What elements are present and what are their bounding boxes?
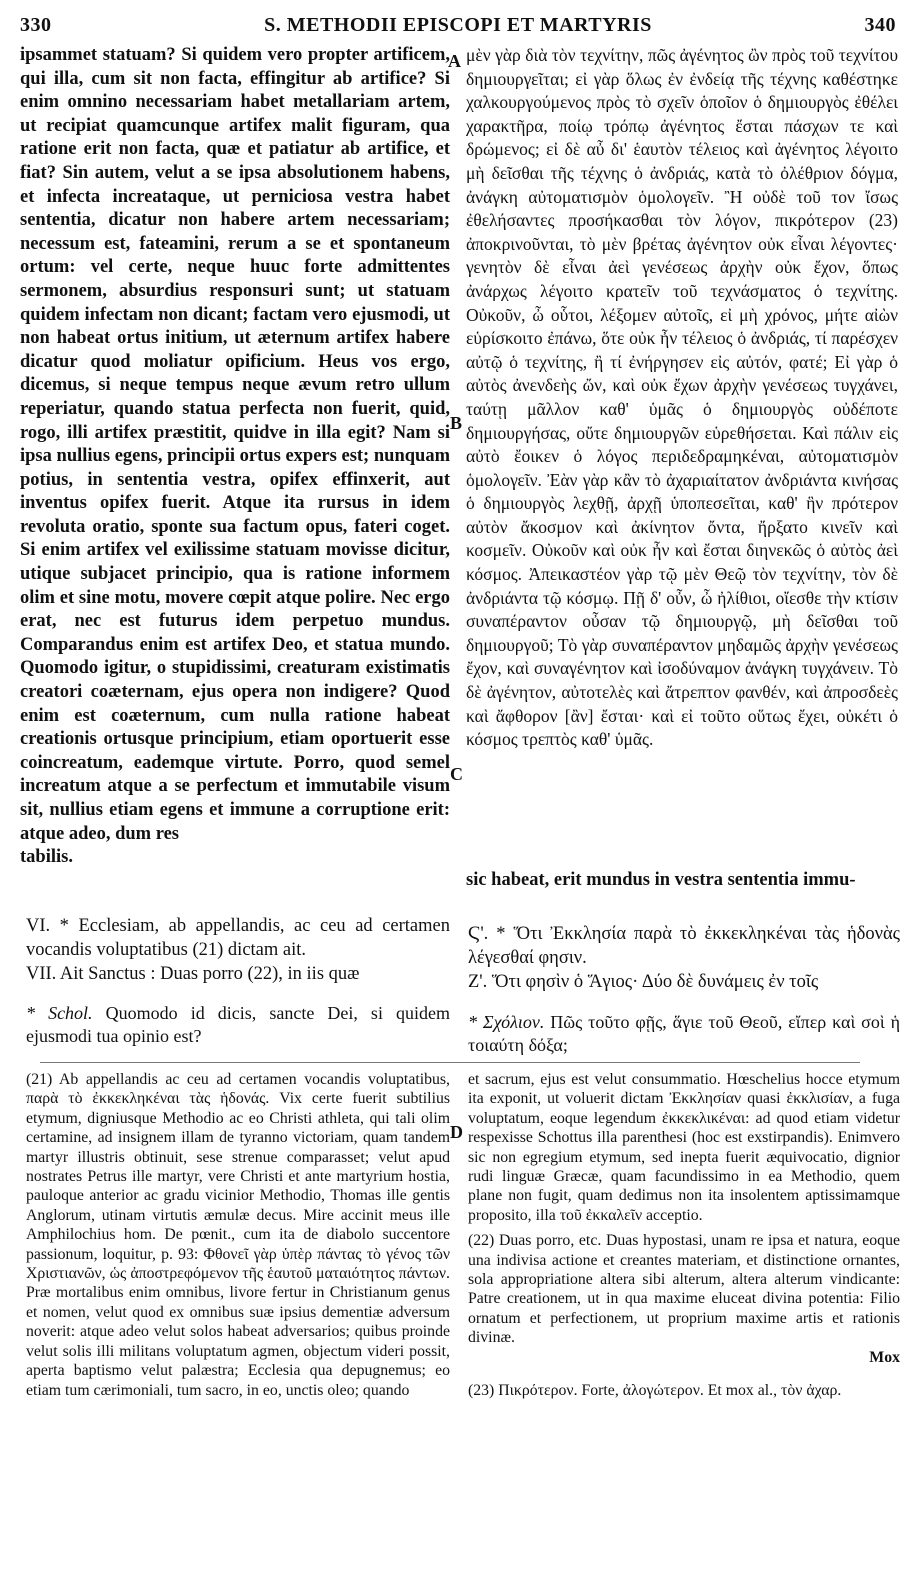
running-title: S. METHODII EPISCOPI ET MARTYRIS bbox=[264, 14, 652, 36]
footnote-21-continued: et sacrum, ejus est velut consummatio. Hœschelius hocce etymum ita exponit, ut voluerit dictam Ἐκκλησίαν quasi ἐκκλισίαν, a fuga voluptatum, eoque legendum ἐκκεκλικέναι: ad quod etiam videtur respexisse Schottus illa parenthesi (hoc est exstirpandis). Enimvero sic non egregium etymum, sed inepta fuerit æquivocatio, dignior rudi linguæ Græcæ, quam facundissimo in ea Methodio, quem plane non fugit, quam dedimus non ita insolentem aptissimamque proposito, illa τοῦ ἐκκαλεῖν acceptio. bbox=[468, 1071, 900, 1224]
scholion-greek bbox=[468, 1011, 900, 1057]
latin-main-text: ipsammet statuam? Si quidem vero propter artificem, qui illa, cum sit non facta, effingitur ab artifice? Si enim omnino necessariam habet metallariam artem, ut recipiat quamcunque artifex malit figuram, qua ratione erit non facta, quæ et patiatur ab artifice, et fiat? Sin autem, velut a se ipsa absolutionem habens, et infecta increataque, ut perniciosa vestra habet sententia, dicatur non habere artem necessariam; necessum est, fateamini, rerum a se et spontaneum ortum: vel certe, neque huuc forte admittentes sermonem, absurdius responsuri sunt; ut statuam quidem infectam non dicant; factam vero ejusmodi, ut non habeat ortus initium, ut æternum artifex habere dicatur quod moliatur opificium. Heus vos ergo, dicemus, si neque tempus neque ævum retro ullum reperiatur, quando statua perfecta non fuerit, quid, rogo, illi artifex præstitit, quidve in illa egit? Nam si ipsa nullius egens, principii ortus expers est; nunquam potius, in sententia vestra, opifex effinxerit, aut inventus opifex fuerit. Atque ita rursus in idem revoluta oratio, sponte sua factum opus, fateri coget. Si enim artifex vel exilissime statuam movisse dicitur, utique subjacet principio, qua is ratione informem olim et sine motu, movere cœpit atque polire. Nec ergo erat, nec est futurus idem perpetuo mundus. Comparandus enim est artifex Deo, et statua mundo. Quomodo igitur, o stupidissimi, creaturam existimatis creatori coæternam, ejus opera non indigere? Quod enim est coæternum, cum nulla ratione habeat creationis ortusque principium, etiam oportuerit esse coincreatum, eademque virtute. Porro, quod semel increatum atque a se perfectum et immutabile visum sit, nullius etiam egens et immune a corruptione erit: atque adeo, dum res bbox=[20, 45, 450, 844]
scholion-greek-text: Πῶς τοῦτο φῇς, ἅγιε τοῦ Θεοῦ, εἴπερ καὶ σοὶ ἡ τοιαύτη δόξα; bbox=[468, 1012, 901, 1055]
page-number-right: 340 bbox=[864, 14, 896, 36]
margin-letter-c: C bbox=[450, 764, 463, 784]
footnote-22: (22) Duas porro, etc. Duas hypostasi, unam re ipsa et natura, eoque una indivisa actione et creantes materiam, et distinctione ornantes, sola appropriatione altera sibi alterum, altera alterum vindicante: Patre creationem, ut in qua maxime eluceat divina potentia: Filio ornatum et perfectionem, ut proprium maxime artis et rationis divinæ. bbox=[468, 1232, 900, 1347]
notes-divider bbox=[40, 1062, 860, 1063]
greek-main-text: μὲν γὰρ διὰ τὸν τεχνίτην, πῶς ἀγένητος ὢν πρὸς τοῦ τεχνίτου δημιουργεῖται; εἰ γὰρ ὅλως ἐν ἐνδείᾳ τῆς τέχνης καθέστηκε χαλκουργούμενος πρὸς τὸ σχεῖν ὁποῖον ὁ δημιουργὸς ἐθέλει χαρακτῆρα, ποίῳ τρόπῳ ἀγένητος ἔσται πάσχων τε καὶ δρώμενος; εἰ δὲ αὖ δι' ἑαυτὸν τέλειος καὶ ἀγένητος λέγοιτο μὴ δεῖσθαι τῆς τέχνης ὁ ἀνδριάς, κατὰ τὸ ὀλέθριον δόγμα, ἀνάγκη αὐτοματισμὸν ὁμολογεῖν. Ἢ οὐδὲ τοῦ τον ἴσως ἐθελήσαντες προσήκασθαι τὸν λόγον, πικρότερον (23) ἀποκρινοῦνται, τὸ μὲν βρέτας ἀγένητον οὐκ εἶναι λέγοντες· γενητὸν δὲ εἶναι ἀεὶ γενέσεως ἀρχὴν οὐκ ἔχον, ὅπως ἀνάρχως λέγοιτο κρατεῖν τοῦ τεχνάσματος ὁ τεχνίτης. Οὐκοῦν, ὦ οὗτοι, λέξομεν αὐτοῖς, εἰ μὴ χρόνος, μήτε αἰὼν εὑρίσκοιτο ἐπάνω, ὅτε οὐκ ἦν τέλειος ὁ ἀνδριάς, τί παρέσχεν αὐτῷ ὁ τεχνίτης, ἢ τί ἐνήργησεν εἰς αὐτόν, φατέ; Εἰ γὰρ ὁ αὐτὸς ἀνενδεὴς ὤν, καὶ οὐκ ἔχων ἀρχὴν γενέσεως τυγχάνει, ταύτῃ μᾶλλον καθ' ὑμᾶς ὁ δημιουργὸς οὐδέποτε δημιουργήσας, οὔτε δημιουργῶν εὑρεθήσεται. Καὶ πάλιν εἰς αὐτὸ ἔοικεν ὁ λόγος περιδεδραμηκέναι, αὐτοματισμὸν ὁμολογεῖν. Ἐὰν γὰρ κἂν τὸ ἀχαριαίτατον ἀνδριάντα κινήσας ὁ δημιουργὸς λεχθῇ, ἀρχῇ ὑποπεσεῖται, καθ' ἣν πρότερον αὐτὸν ἄκοσμον καὶ ἀκίνητον ὄντα, ἤρξατο κινεῖν καὶ κοσμεῖν. Οὐκοῦν καὶ οὐκ ἦν καὶ ἔσται διηνεκῶς ὁ αὐτὸς ἀεὶ κόσμος. Ἀπεικαστέον γὰρ τῷ μὲν Θεῷ τὸν τεχνίτην, τὸν δὲ ἀνδριάντα τῷ κόσμῳ. Πῇ δ' οὖν, ὦ ἠλίθιοι, οἴεσθε τὴν κτίσιν συναπέραντον οὖσαν τῷ δημιουργῷ, μὴ δεῖσθαι τοῦ δημιουργοῦ; Τὸ γὰρ συναπέραντον μηδαμῶς ἀρχὴν γενέσεως ἔχον, καὶ συναγένητον καὶ ἰσοδύναμον ἀνάγκη τυγχάνειν. Τὸ δὲ ἀγένητον, αὐτοτελὲς καὶ ἄτρεπτον φανθέν, καὶ ἀπροσδεὲς καὶ ἄφθορον [ἂν] ἔσται· καὶ εἰ τοῦτο οὕτως ἔχει, οὐκέτι ὁ κόσμος τρεπτὸς καθ' ὑμᾶς. bbox=[466, 45, 898, 750]
scholion-latin-tag: * Schol. bbox=[26, 1003, 93, 1023]
latin-continuation-right: sic habeat, erit mundus in vestra sententia immu- bbox=[466, 870, 856, 890]
greek-text-column bbox=[466, 44, 898, 752]
section-vii-latin: VII. Ait Sanctus : Duas porro (22), in iis quæ bbox=[26, 964, 360, 984]
section-vi-latin: VI. * Ecclesiam, ab appellandis, ac ceu ad certamen vocandis voluptatibus (21) dictam ait. bbox=[26, 916, 450, 960]
latin-tail-text: tabilis. bbox=[20, 847, 73, 868]
scholion-latin-text: Quomodo id dicis, sancte Dei, si quidem ejusmodi tua opinio est? bbox=[26, 1003, 450, 1046]
margin-letter-a: A bbox=[448, 51, 461, 71]
section-vii-greek: Ζ'. Ὅτι φησὶν ὁ Ἅγιος· Δύο δὲ δυνάμεις ἐν τοῖς bbox=[468, 972, 819, 992]
section-vi-greek: Ϛ'. * Ὅτι Ἐκκλησία παρὰ τὸ ἐκκεκληκέναι τὰς ἡδονὰς λέγεσθαί φησιν. bbox=[468, 924, 900, 968]
footnote-22-mox: Mox bbox=[869, 1348, 900, 1366]
page-number-left: 330 bbox=[20, 14, 52, 36]
footnote-21: (21) Ab appellandis ac ceu ad certamen vocandis voluptatibus, παρὰ τὸ ἐκκεκληκέναι τὰς ἡδονάς. Vix certe fuerit subtilius etymum, digniusque Methodio ac eo Christi athleta, qui tali olim certamine, ad insignem illam de tyranno victoriam, quam tandem martyr illustris obtinuit, sese strenue comparasset; velut apud nostrates Petrus ille martyr, vere Christi et ante martyrium hostia, pauloque anterior ac gradu vicinior Methodio, Thomas ille gentis Anglorum, utinam virtutis æmulæ decus. Mire accinit meus ille Amphilochius hom. De pœnit., cum ita de diabolo succentore passionum, loquitur, p. 93: Φθονεῖ γὰρ ὑπὲρ πάντας τὸ γένος τῶν Χριστιανῶν, ὡς ἀποστρεφόμενον τῆς ἑαυτοῦ ματαιότητος πάντων. Præ mortalibus enim omnibus, livore fertur in Christianum genus et nomen, velut quod ex omnibus suæ ipsius dementiæ adversum noverit: atque adeo velut solos habeat adversarios; quibus proinde velut solis illi militans voluptatum agmen, objectum videri possit, aperta baptismo velut palæstra; Ecclesia qua depugnemus; eo etiam tum cærimoniali, tum sacro, in eo, unctis oleo; quando bbox=[26, 1071, 450, 1399]
margin-letter-b: B bbox=[450, 413, 463, 433]
running-header bbox=[20, 14, 896, 40]
footnotes-left bbox=[26, 1070, 450, 1400]
latin-text-column bbox=[20, 44, 450, 870]
footnote-23: (23) Πικρότερον. Forte, ἀλογώτερον. Et mox al., τὸν ἀχαρ. bbox=[468, 1382, 842, 1400]
margin-letter-d: D bbox=[450, 1122, 463, 1142]
scholion-greek-tag: * Σχόλιον. bbox=[468, 1012, 545, 1032]
footnotes-right bbox=[468, 1070, 900, 1401]
scholion-latin bbox=[26, 1002, 450, 1048]
